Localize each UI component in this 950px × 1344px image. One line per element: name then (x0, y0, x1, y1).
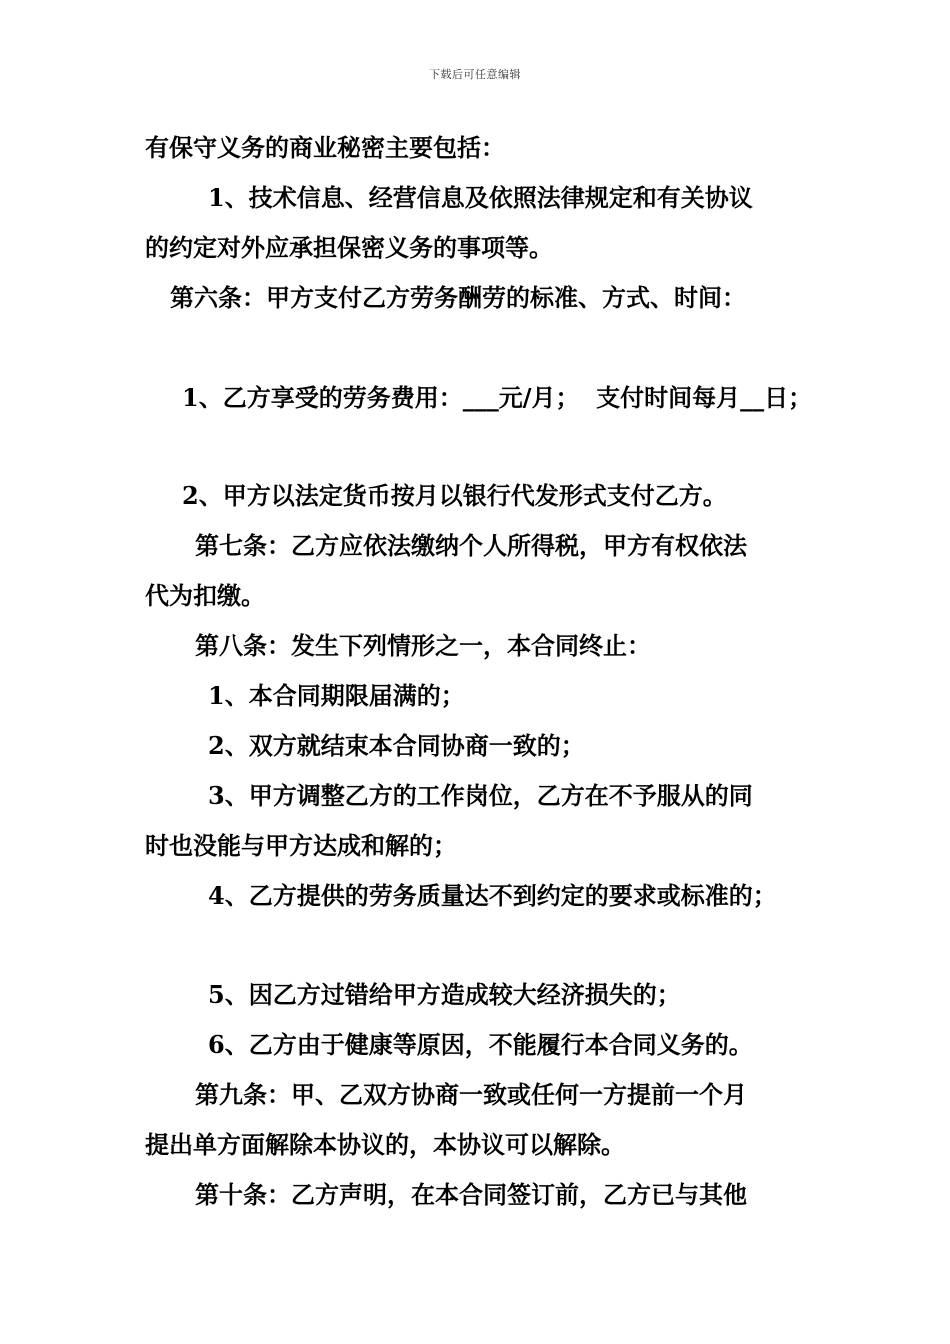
text-line: 5、因乙方过错给甲方造成较大经济损失的； (208, 980, 681, 1009)
text-line: 第十条：乙方声明，在本合同签订前，乙方已与其他 (195, 1180, 747, 1209)
text-line: 1、本合同期限届满的； (208, 681, 465, 710)
text-line: 2、甲方以法定货币按月以银行代发形式支付乙方。 (182, 481, 727, 510)
text-line: 第七条：乙方应依法缴纳个人所得税，甲方有权依法 (195, 531, 747, 560)
text-line: 有保守义务的商业秘密主要包括： (145, 133, 505, 162)
text-line: 第九条：甲、乙双方协商一致或任何一方提前一个月 (195, 1080, 747, 1109)
text-line: 1、技术信息、经营信息及依照法律规定和有关协议 (208, 183, 753, 212)
text-line: 时也没能与甲方达成和解的； (145, 831, 457, 860)
text-line: 4、乙方提供的劳务质量达不到约定的要求或标准的； (208, 881, 777, 910)
text-line: 代为扣缴。 (145, 581, 265, 610)
text-line: 1、乙方享受的劳务费用：___元/月； 支付时间每月__日； (182, 383, 813, 412)
text-line: 3、甲方调整乙方的工作岗位，乙方在不予服从的同 (208, 781, 753, 810)
text-line: 第六条：甲方支付乙方劳务酬劳的标准、方式、时间： (170, 283, 746, 312)
text-line: 2、双方就结束本合同协商一致的； (208, 731, 585, 760)
page-header: 下载后可任意编辑 (429, 68, 521, 81)
text-line: 提出单方面解除本协议的，本协议可以解除。 (145, 1130, 625, 1159)
text-line: 的约定对外应承担保密义务的事项等。 (145, 233, 553, 262)
text-line: 第八条：发生下列情形之一，本合同终止： (195, 631, 651, 660)
text-line: 6、乙方由于健康等原因，不能履行本合同义务的。 (208, 1030, 753, 1059)
